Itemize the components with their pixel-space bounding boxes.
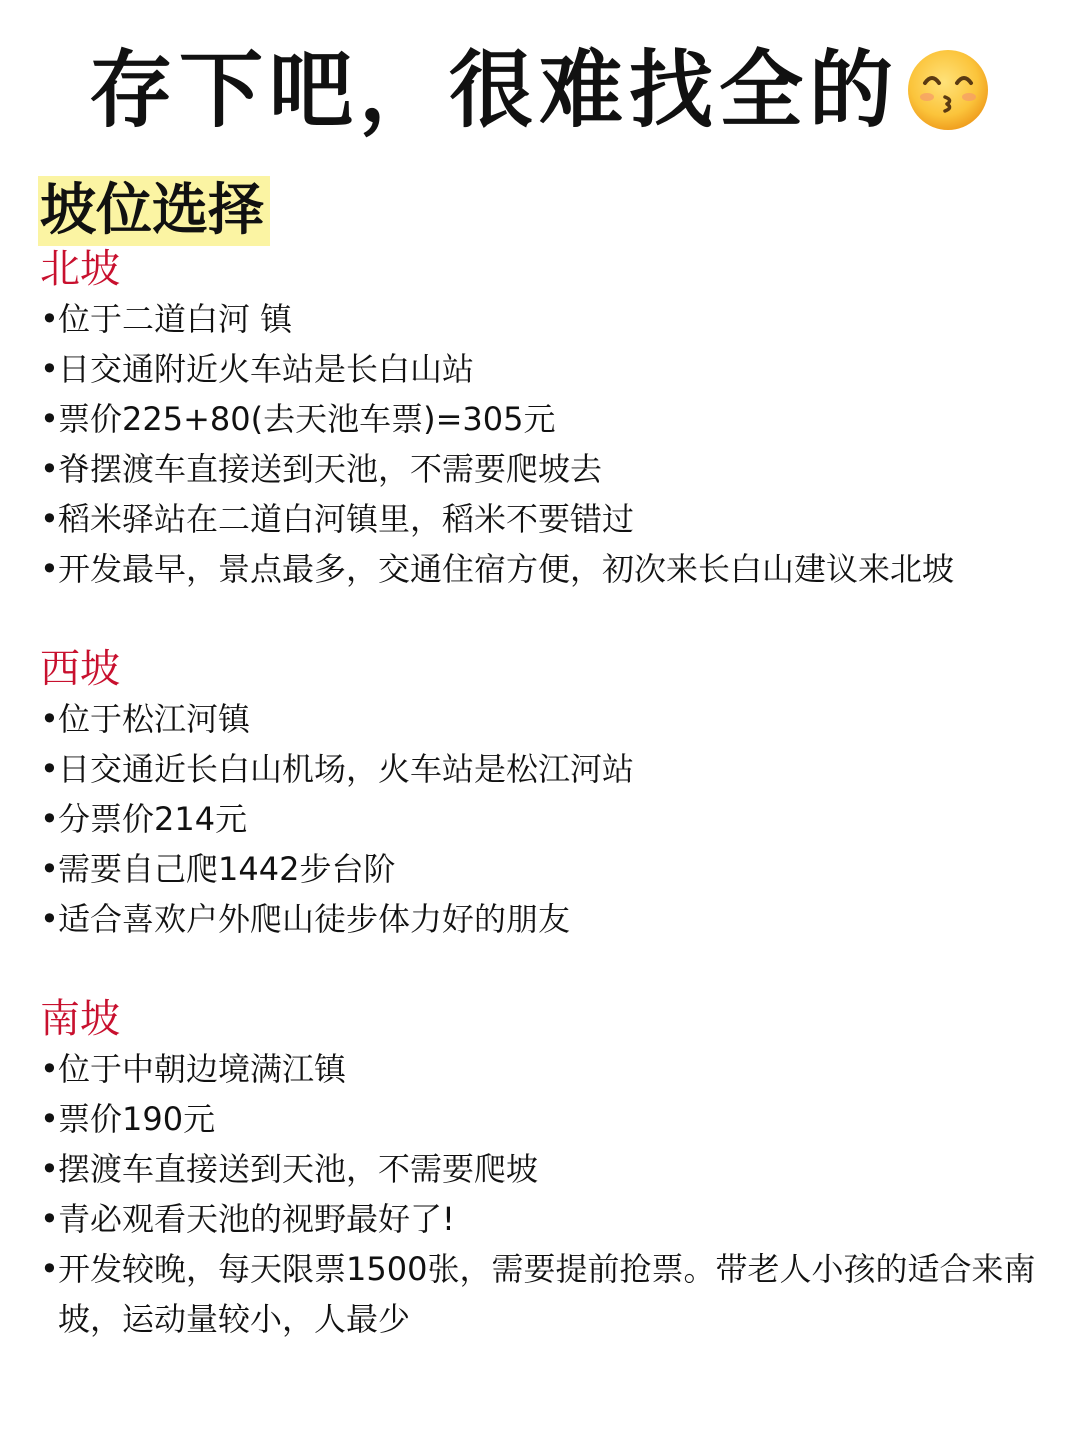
bullet-icon: • [40,750,59,788]
list-item: • 票价190元 [40,1094,1050,1144]
slope-west [40,644,1050,944]
bullet-list [40,294,1050,594]
bullet-icon: • [40,1150,59,1188]
bullet-icon: • [40,350,59,388]
bullet-icon: • [40,900,59,938]
bullet-icon: • [40,300,59,338]
title-row [0,30,1080,150]
spacer [40,594,1050,644]
list-item: • 需要自己爬1442步台阶 [40,844,1050,894]
list-item: • 摆渡车直接送到天池，不需要爬坡 [40,1144,1050,1194]
bullet-list [40,694,1050,944]
bullet-icon: • [40,1100,59,1138]
list-item: • 日交通近长白山机场，火车站是松江河站 [40,744,1050,794]
bullet-icon: • [40,500,59,538]
list-item: • 开发较晚，每天限票1500张，需要提前抢票。带老人小孩的适合来南坡，运动量较小，人最少 [40,1244,1050,1344]
list-item: • 稻米驿站在二道白河镇里，稻米不要错过 [40,494,1050,544]
slope-north [40,244,1050,594]
bullet-icon: • [40,700,59,738]
bullet-icon: • [40,1200,59,1238]
spacer [40,944,1050,994]
bullet-list [40,1044,1050,1344]
list-item: • 分票价214元 [40,794,1050,844]
bullet-icon: • [40,800,59,838]
list-item: • 适合喜欢户外爬山徒步体力好的朋友 [40,894,1050,944]
list-item: • 位于松江河镇 [40,694,1050,744]
slope-south [40,994,1050,1344]
bullet-icon: • [40,1250,59,1288]
content [40,244,1050,1344]
list-item: • 开发最早，景点最多，交通住宿方便，初次来长白山建议来北坡 [40,544,1050,594]
section-heading: 坡位选择 [38,176,270,246]
list-item: • 青必观看天池的视野最好了! [40,1194,1050,1244]
slope-title: 南坡 [40,996,120,1042]
bullet-icon: • [40,450,59,488]
page-title: 存下吧，很难找全的 [88,41,899,139]
bullet-icon: • [40,850,59,888]
list-item: • 脊摆渡车直接送到天池，不需要爬坡去 [40,444,1050,494]
slope-title: 西坡 [40,646,120,692]
kissing-face-icon [905,47,991,133]
list-item: • 票价225+80(去天池车票)=305元 [40,394,1050,444]
list-item: • 位于二道白河 镇 [40,294,1050,344]
bullet-icon: • [40,400,59,438]
list-item: • 位于中朝边境满江镇 [40,1044,1050,1094]
bullet-icon: • [40,550,59,588]
slope-title: 北坡 [40,246,120,292]
bullet-icon: • [40,1050,59,1088]
list-item: • 日交通附近火车站是长白山站 [40,344,1050,394]
